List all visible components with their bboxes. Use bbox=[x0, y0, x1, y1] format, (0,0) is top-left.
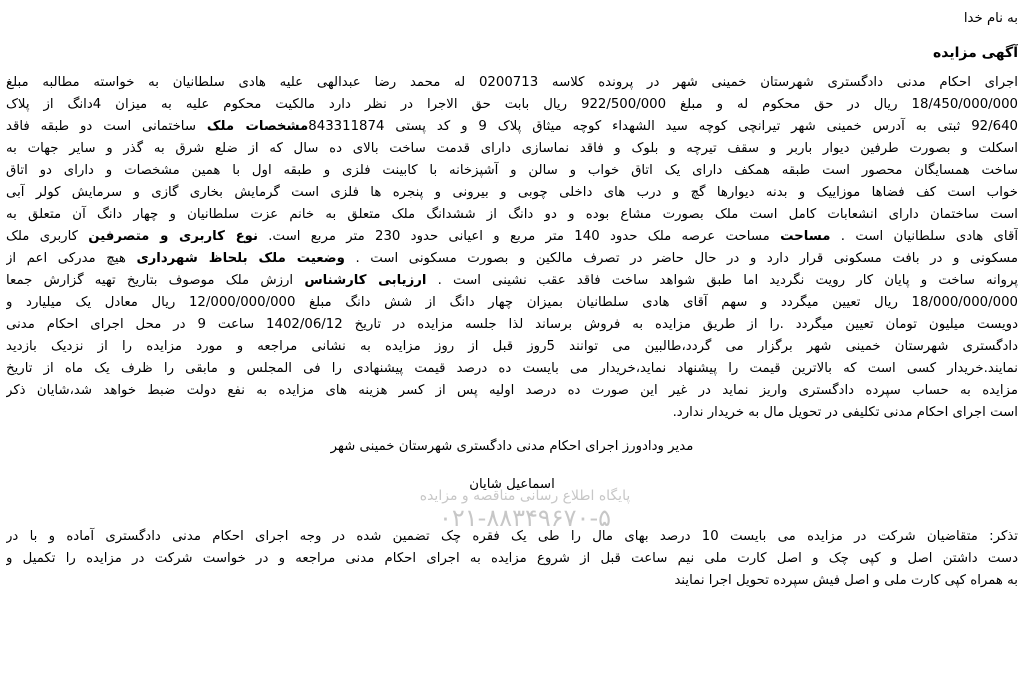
body-line-16: است اجرای احکام مدنی تکلیفی در تحویل مال به خریدار ندارد. bbox=[672, 405, 1018, 420]
signature-name: اسماعیل شایان bbox=[469, 477, 555, 492]
body-line-13: دادگستری شهرستان خمینی شهر برگزار می گردد،طالبین می توانند 5روز قبل از روز مزایده به نشانی مراجعه و مورد مزایده را از نزدیک بازدید bbox=[6, 339, 1018, 354]
body-text: آقای هادی سلطانیان است . bbox=[830, 229, 1018, 244]
body-line-11: 18/000/000/000 ریال تعیین میگردد و سهم آقای هادی سلطانیان بمیزان چهار دانگ از شش دانگ مبلغ 12/000/000/000 ریال معادل یک میلیارد و bbox=[6, 295, 1018, 310]
body-line-1 bbox=[6, 72, 1018, 94]
municipality-status-label: وضعیت ملک بلحاظ شهرداری bbox=[136, 251, 345, 266]
watermark-site-name: پایگاه اطلاع رسانی مناقصه و مزایده bbox=[419, 488, 631, 504]
body-line-2: 18/450/000/000 ریال در حق محکوم له و مبلغ 922/500/000 ریال بابت حق الاجرا در نظر دارد مالکیت محکوم علیه به میزان 4دانگ از پلاک bbox=[6, 97, 1018, 112]
body-line-14: نمایند.خریدار کسی است که بالاترین قیمت را پیشنهاد نماید،خریدار می بایست ده درصد قیمت پیشنهادی را فی المجلس و مابقی را ظرف یک ماه از تاریخ bbox=[6, 361, 1018, 376]
body-text: له محمد رضا عبدالهی علیه هادی سلطانیان به خواسته مطالبه مبلغ bbox=[6, 75, 479, 90]
body-text: مساحت عرصه ملک حدود 140 متر مربع و اعیانی حدود 230 متر مربع است. bbox=[258, 229, 781, 244]
usage-label: نوع کاربری و متصرفین bbox=[88, 229, 258, 244]
note-line-3: به همراه کپی کارت ملی و اصل فیش سپرده تحویل اجرا نمایند bbox=[674, 573, 1018, 588]
signature-role: مدیر ودادورز اجرای احکام مدنی دادگستری شهرستان خمینی شهر bbox=[330, 439, 694, 454]
case-number: 0200713 bbox=[478, 75, 539, 90]
property-specs-label: مشخصات ملک bbox=[206, 119, 309, 134]
body-text: مسکونی و در بافت مسکونی قرار دارد و در حال حاضر در تصرف مالکین و بصورت مسکونی است . bbox=[344, 251, 1018, 266]
body-text: 92/640 ثبتی به آدرس خمینی شهر تیرانچی کوچه سید الشهداء کوچه میثاق پلاک 9 و کد پستی 843311874 bbox=[308, 119, 1018, 134]
watermark-phone: ۰۲۱-۸۸۳۴۹۶۷۰-۵ bbox=[438, 504, 611, 532]
auction-notice-document bbox=[6, 4, 1018, 674]
body-text: اجرای احکام مدنی دادگستری شهرستان خمینی شهر در پرونده کلاسه bbox=[538, 75, 1018, 90]
body-text: کاربری ملک bbox=[6, 229, 89, 244]
body-line-6: خواب است کف فضاها موزاییک و بدنه دیوارها گچ و درب های داخلی چوبی و بیرونی و پنجره ها فلزی است گرمایش بخاری گازی و سرمایش کولر آبی bbox=[6, 185, 1018, 200]
notice-title: آگهی مزایده bbox=[932, 45, 1018, 61]
area-label: مساحت bbox=[780, 229, 831, 244]
body-text: ارزش ملک موصوف بتاریخ تهیه گزارش جمعا bbox=[6, 273, 305, 288]
note-line-1: تذکر: متقاضیان شرکت در مزایده می بایست 10 درصد بهای مال را طی یک فقره چک تضمین شده در وجه اجرای احکام مدنی دادگستری آماده و با در bbox=[6, 529, 1018, 544]
bismillah: به نام خدا bbox=[963, 11, 1018, 26]
body-text: هیچ مدرکی اعم از bbox=[6, 251, 137, 266]
body-line-3 bbox=[6, 116, 1018, 138]
body-line-5: ساخت همسایگان محصور است طبقه همکف دارای یک اتاق خواب و سالن و آشپزخانه با کابینت فلزی و طبقه اول با همین مشخصات و دارای دو اتاق bbox=[6, 163, 1018, 178]
body-line-8 bbox=[6, 226, 1018, 248]
body-line-15: مزایده به حساب سپرده دادگستری واریز نماید در غیر این صورت ده درصد اولیه پس از کسر هزینه های مزایده به نفع دولت ضبط خواهد شد،شایان ذکر bbox=[6, 383, 1018, 398]
body-text: ساختمانی است دو طبقه فاقد bbox=[6, 119, 207, 134]
body-line-12: دویست میلیون تومان تعیین میگردد .را از طریق مزایده به فروش برساند لذا جلسه مزایده در تاریخ 1402/06/12 ساعت 9 در محل اجرای احکام مدنی bbox=[6, 317, 1018, 332]
body-line-9 bbox=[6, 248, 1018, 270]
body-text: پروانه ساخت و پایان کار رویت نگردید اما طبق شواهد ساخت فاقد عقب نشینی است . bbox=[426, 273, 1018, 288]
note-line-2: دست داشتن اصل و کپی چک و اصل کارت ملی نیم ساعت قبل از شروع مزایده به اجرای احکام مدنی مراجعه و در خواست شرکت در مزایده را تکمیل و bbox=[6, 551, 1018, 566]
body-line-7: است ساختمان دارای انشعابات کامل است ملک بصورت مشاع بوده و دو دانگ از ششدانگ ملک متعلق به خانم عزت سلطانیان و چهار دانگ آن متعلق به bbox=[6, 207, 1018, 222]
body-line-10 bbox=[6, 270, 1018, 292]
body-line-4: اسکلت و بصورت طرفین دیوار باربر و سقف تیرچه و بلوک و فاقد نماسازی دارای قدمت ساخت بالای ده سال که از ضلع شرق به گذر و سایر جهات به bbox=[6, 141, 1018, 156]
appraisal-label: ارزیابی کارشناس bbox=[304, 273, 427, 288]
